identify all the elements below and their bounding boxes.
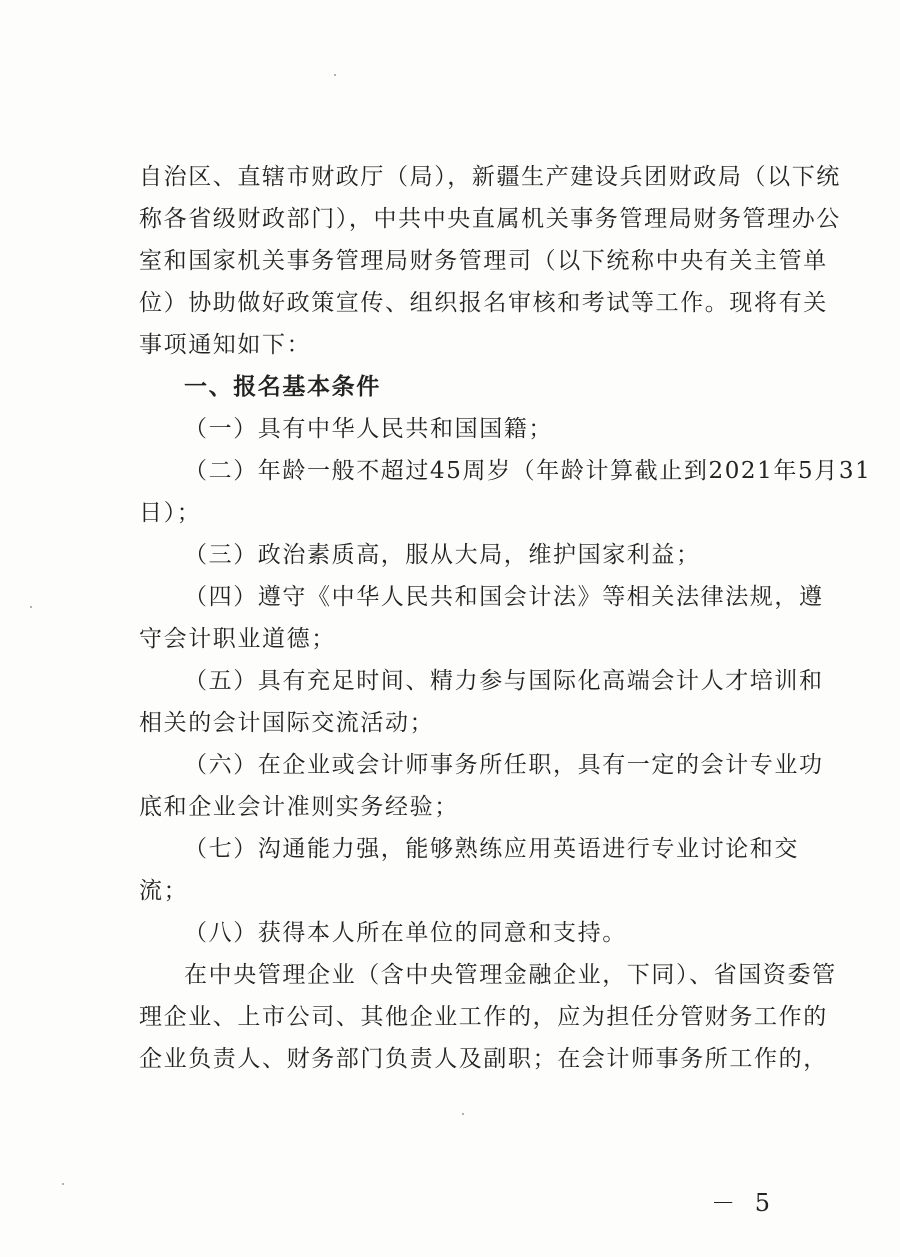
scan-speck — [30, 606, 32, 608]
paragraph-line: 室和国家机关事务管理局财务管理司（以下统称中央有关主管单 — [139, 248, 828, 274]
condition-item: （五）具有充足时间、精力参与国际化高端会计人才培训和 — [184, 668, 824, 694]
condition-item: （二）年龄一般不超过45周岁（年龄计算截止到2021年5月31 — [184, 458, 872, 484]
paragraph-line: 称各省级财政部门），中共中央直属机关事务管理局财务管理办公 — [139, 206, 841, 232]
section-heading: 一、报名基本条件 — [184, 373, 381, 400]
condition-item: （八）获得本人所在单位的同意和支持。 — [184, 920, 627, 946]
paragraph-line: 日）； — [139, 500, 202, 526]
paragraph-line: 理企业、上市公司、其他企业工作的，应为担任分管财务工作的 — [139, 1004, 828, 1030]
paragraph-line: 位）协助做好政策宣传、组织报名审核和考试等工作。现将有关 — [139, 290, 828, 316]
paragraph-line: 自治区、直辖市财政厅（局），新疆生产建设兵团财政局（以下统 — [139, 164, 841, 190]
paragraph-line: 相关的会计国际交流活动； — [139, 710, 435, 736]
paragraph-line: 事项通知如下： — [139, 332, 312, 358]
condition-item: （一）具有中华人民共和国国籍； — [184, 416, 553, 442]
paragraph-line: 企业负责人、财务部门负责人及副职；在会计师事务所工作的， — [139, 1046, 828, 1072]
scan-speck — [334, 74, 336, 76]
condition-item: （三）政治素质高，服从大局，维护国家利益； — [184, 542, 701, 568]
scan-speck — [62, 1183, 64, 1185]
condition-item: （七）沟通能力强，能够熟练应用英语进行专业讨论和交 — [184, 836, 799, 862]
paragraph-line: 流； — [139, 878, 189, 904]
paragraph-line: 在中央管理企业（含中央管理金融企业，下同）、省国资委管 — [184, 962, 837, 988]
scan-speck — [462, 1113, 464, 1115]
paragraph-line: 守会计职业道德； — [139, 626, 336, 652]
condition-item: （四）遵守《中华人民共和国会计法》等相关法律法规，遵 — [184, 584, 824, 610]
paragraph-line: 底和企业会计准则实务经验； — [139, 794, 459, 820]
condition-item: （六）在企业或会计师事务所任职，具有一定的会计专业功 — [184, 752, 824, 778]
page-number: － 5 — [711, 1189, 776, 1217]
